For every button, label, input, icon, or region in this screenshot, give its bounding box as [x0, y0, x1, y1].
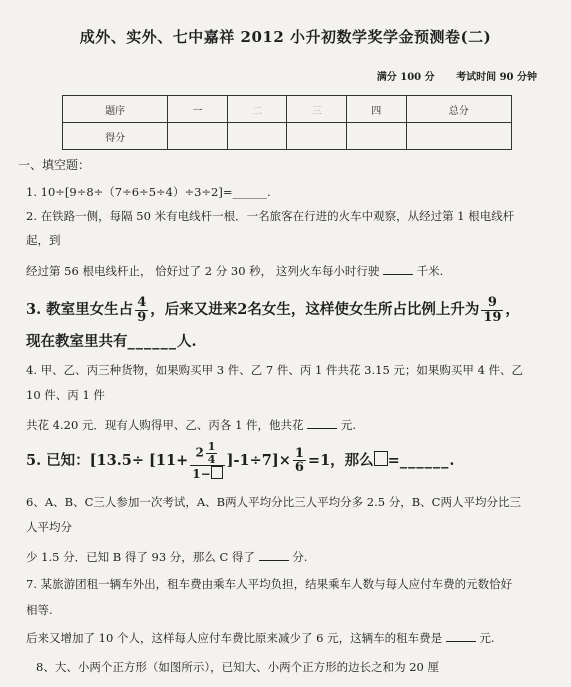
unknown-box-icon [374, 451, 388, 466]
unknown-box-icon [211, 466, 223, 479]
question-5-text: =1，那么 [307, 451, 374, 469]
fraction [293, 447, 306, 475]
question-2-line-1: 2. 在铁路一侧，每隔 50 米有电线杆一根．一名旅客在行进的火车中观察，从经过第 1 根电线杆 [26, 209, 515, 223]
complex-fraction [190, 441, 224, 481]
numerator: 4 [137, 295, 147, 310]
question-8-line-1: 8、大、小两个正方形（如图所示），已知大、小两个正方形的边长之和为 20 厘 [36, 660, 440, 674]
question-6-line-1: 6、A、B、C三人参加一次考试，A、B两人平均分比三人平均分多 2.5 分，B、C两人平均分比三 [26, 495, 521, 509]
question-2-text: 经过第 56 根电线杆止， 恰好过了 2 分 30 秒， 这列火车每小时行驶 [26, 264, 380, 278]
score-header-cell: 总分 [406, 96, 511, 123]
denominator: 19 [483, 309, 502, 325]
question-3-text: ，后来又进来2名女生，这样使女生所占比例上升为 [150, 301, 480, 319]
denominator: 9 [137, 309, 147, 325]
question-2-unit: 千米. [416, 264, 444, 278]
answer-blank [259, 548, 289, 561]
score-header-cell: 一 [168, 96, 228, 123]
question-3-text: 现在教室里共有 [26, 333, 128, 350]
question-4-unit: 元. [340, 418, 357, 432]
mixed-whole: 2 [195, 445, 204, 460]
question-6-text: 少 1.5 分．已知 B 得了 93 分，那么 C 得了 [26, 550, 255, 564]
question-3-text: ， [505, 301, 520, 319]
question-7-line-1: 7. 某旅游团租一辆车外出，租车费由乘车人平均负担，结果乘车人数与每人应付车费的元数恰好 [26, 577, 513, 591]
question-4-line-3 [26, 416, 356, 433]
numerator [190, 441, 224, 466]
question-5-text: . [449, 451, 455, 469]
question-6-line-3 [26, 548, 307, 565]
question-5 [26, 441, 454, 481]
score-header-cell: 题序 [63, 96, 168, 123]
question-6-line-2: 人平均分 [26, 520, 72, 534]
answer-blank [307, 416, 337, 429]
numerator: 1 [207, 440, 216, 453]
denominator-text: 1− [192, 467, 211, 482]
denominator: 4 [207, 452, 216, 466]
question-3-text: 3. 教室里女生占 [26, 301, 134, 319]
score-header-cell: 四 [347, 96, 407, 123]
numerator: 9 [481, 296, 503, 311]
question-2-line-3 [26, 262, 443, 279]
score-cell [347, 123, 407, 150]
question-5-text: 5. 已知：[13.5÷ [11+ [26, 451, 189, 469]
page-title: 成外、实外、七中嘉祥 2012 小升初数学奖学金预测卷(二) [79, 28, 492, 46]
score-cell [168, 123, 228, 150]
fraction [135, 296, 148, 324]
question-3-line-1 [26, 296, 520, 324]
fraction [481, 296, 503, 324]
question-4-line-2: 10 件、丙 1 件 [26, 388, 105, 402]
section-heading: 一、填空题： [18, 158, 91, 172]
score-table-header-row [63, 96, 512, 123]
full-score: 满分 100 分 [376, 72, 435, 83]
question-7-unit: 元. [479, 631, 495, 645]
score-header-cell: 二 [227, 96, 287, 123]
question-2-line-2: 起，到 [26, 233, 61, 247]
denominator: 6 [294, 460, 304, 476]
score-cell [287, 123, 347, 150]
question-3-line-2 [26, 330, 197, 351]
question-7-line-3 [26, 629, 495, 646]
question-3-unit: 人. [177, 333, 197, 350]
answer-blank [446, 629, 476, 642]
score-header-cell: 三 [287, 96, 347, 123]
numerator: 1 [294, 445, 304, 461]
question-4-line-1: 4. 甲、乙、丙三种货物，如果购买甲 3 件、乙 7 件、丙 1 件共花 3.15 元；如果购买甲 4 件、乙 [26, 363, 524, 377]
answer-blank [383, 262, 413, 275]
question-5-text: ]-1÷7]× [226, 451, 291, 469]
score-row-label: 得分 [63, 123, 168, 150]
fraction [206, 441, 218, 465]
question-7-line-2: 相等. [26, 603, 53, 617]
score-table-row [63, 123, 512, 150]
answer-blank: ______ [127, 333, 177, 350]
score-table [62, 95, 512, 150]
score-cell [227, 123, 287, 150]
question-7-text: 后来又增加了 10 个人，这样每人应付车费比原来减少了 6 元，这辆车的租车费是 [26, 631, 443, 645]
answer-blank: ______ [399, 451, 450, 469]
exam-meta [359, 68, 537, 83]
question-4-text: 共花 4.20 元．现有人购得甲、乙、丙各 1 件，他共花 [26, 418, 304, 432]
question-5-text: = [387, 451, 400, 469]
denominator [190, 466, 224, 481]
question-1: 1. 10÷[9÷8÷（7÷6÷5÷4）÷3÷2]=______. [26, 185, 271, 199]
question-6-unit: 分. [292, 550, 308, 564]
exam-time: 考试时间 90 分钟 [456, 72, 537, 83]
score-cell [406, 123, 511, 150]
